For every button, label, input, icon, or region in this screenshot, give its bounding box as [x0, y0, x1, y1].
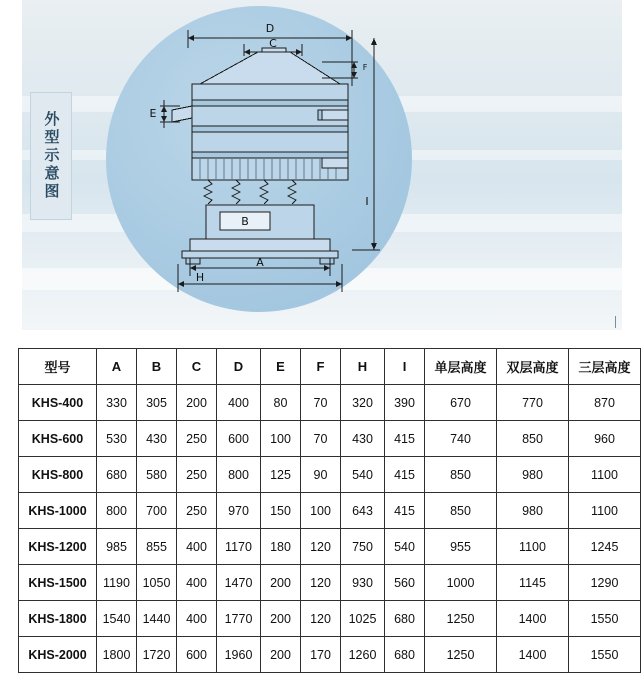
table-cell: 600: [217, 421, 261, 457]
table-header-cell: B: [137, 349, 177, 385]
table-cell: 680: [385, 601, 425, 637]
table-cell: 390: [385, 385, 425, 421]
table-cell: 1960: [217, 637, 261, 673]
table-cell: 1170: [217, 529, 261, 565]
table-header-cell: 三层高度: [569, 349, 641, 385]
table-cell: 540: [341, 457, 385, 493]
table-cell: 643: [341, 493, 385, 529]
table-cell: 1260: [341, 637, 385, 673]
table-cell: 1550: [569, 601, 641, 637]
dim-label-D: D: [265, 22, 275, 35]
table-cell: 680: [385, 637, 425, 673]
table-cell: 770: [497, 385, 569, 421]
table-cell: 1400: [497, 601, 569, 637]
table-header-cell: A: [97, 349, 137, 385]
table-cell: 800: [97, 493, 137, 529]
table-cell: 680: [97, 457, 137, 493]
table-header-cell: F: [301, 349, 341, 385]
table-cell: 1250: [425, 601, 497, 637]
table-cell-model: KHS-2000: [19, 637, 97, 673]
dim-label-E: E: [149, 107, 157, 120]
table-header-cell: I: [385, 349, 425, 385]
table-cell: 1100: [569, 457, 641, 493]
specification-table-container: [18, 348, 631, 673]
table-header-cell: 单层高度: [425, 349, 497, 385]
table-cell: 1050: [137, 565, 177, 601]
table-cell: 740: [425, 421, 497, 457]
table-cell: 1250: [425, 637, 497, 673]
table-cell: 430: [341, 421, 385, 457]
table-cell: 1800: [97, 637, 137, 673]
table-cell: 400: [177, 601, 217, 637]
table-cell: 125: [261, 457, 301, 493]
table-cell-model: KHS-600: [19, 421, 97, 457]
svg-text:B: B: [241, 215, 249, 228]
table-cell: 985: [97, 529, 137, 565]
table-cell: 200: [261, 601, 301, 637]
table-cell: 600: [177, 637, 217, 673]
table-cell: 415: [385, 493, 425, 529]
table-cell: 1470: [217, 565, 261, 601]
table-cell-model: KHS-1200: [19, 529, 97, 565]
table-row: [19, 529, 641, 565]
table-cell: 1440: [137, 601, 177, 637]
table-cell: 1290: [569, 565, 641, 601]
table-cell: 850: [425, 493, 497, 529]
table-cell: 955: [425, 529, 497, 565]
table-cell: 250: [177, 421, 217, 457]
panel-corner-tick: [615, 316, 616, 328]
table-cell: 1550: [569, 637, 641, 673]
table-cell: 1400: [497, 637, 569, 673]
table-header-cell: D: [217, 349, 261, 385]
table-cell-model: KHS-1000: [19, 493, 97, 529]
table-cell: 1000: [425, 565, 497, 601]
table-cell: 670: [425, 385, 497, 421]
table-cell: 170: [301, 637, 341, 673]
table-cell: 120: [301, 529, 341, 565]
table-cell: 250: [177, 457, 217, 493]
table-cell: 700: [137, 493, 177, 529]
table-cell: 100: [301, 493, 341, 529]
table-cell: 850: [425, 457, 497, 493]
table-cell: 415: [385, 421, 425, 457]
table-cell: 540: [385, 529, 425, 565]
table-cell: 970: [217, 493, 261, 529]
table-cell: 1720: [137, 637, 177, 673]
table-cell-model: KHS-400: [19, 385, 97, 421]
table-cell: 320: [341, 385, 385, 421]
table-cell: 960: [569, 421, 641, 457]
table-cell: 400: [177, 529, 217, 565]
table-cell: 415: [385, 457, 425, 493]
table-cell: 80: [261, 385, 301, 421]
table-cell-model: KHS-800: [19, 457, 97, 493]
table-cell: 305: [137, 385, 177, 421]
table-cell: 180: [261, 529, 301, 565]
table-cell: 560: [385, 565, 425, 601]
table-cell: 330: [97, 385, 137, 421]
table-cell: 250: [177, 493, 217, 529]
table-cell: 200: [261, 637, 301, 673]
table-cell: 1025: [341, 601, 385, 637]
table-cell: 100: [261, 421, 301, 457]
table-cell: 70: [301, 421, 341, 457]
table-cell: 90: [301, 457, 341, 493]
table-cell: 1100: [497, 529, 569, 565]
table-header-cell: C: [177, 349, 217, 385]
diagram-caption-label: 外型示意图: [42, 111, 61, 201]
table-cell: 855: [137, 529, 177, 565]
table-cell: 430: [137, 421, 177, 457]
table-header-cell: E: [261, 349, 301, 385]
table-cell: 980: [497, 457, 569, 493]
table-cell: 870: [569, 385, 641, 421]
table-cell: 1245: [569, 529, 641, 565]
dim-label-A: A: [256, 256, 264, 269]
table-cell: 580: [137, 457, 177, 493]
dim-label-H: H: [195, 271, 205, 284]
table-cell: 980: [497, 493, 569, 529]
table-cell-model: KHS-1800: [19, 601, 97, 637]
table-cell: 1770: [217, 601, 261, 637]
dim-label-I: I: [365, 195, 369, 208]
table-cell: 1190: [97, 565, 137, 601]
table-cell: 850: [497, 421, 569, 457]
dim-label-C: C: [269, 37, 277, 50]
table-header-cell: H: [341, 349, 385, 385]
table-cell: 400: [217, 385, 261, 421]
table-cell: 200: [177, 385, 217, 421]
table-cell-model: KHS-1500: [19, 565, 97, 601]
table-cell: 1145: [497, 565, 569, 601]
table-row: [19, 637, 641, 673]
table-cell: 800: [217, 457, 261, 493]
table-cell: 120: [301, 565, 341, 601]
table-header-cell: 型号: [19, 349, 97, 385]
table-header-cell: 双层高度: [497, 349, 569, 385]
table-header-row: [19, 349, 641, 385]
table-cell: 120: [301, 601, 341, 637]
table-cell: 1100: [569, 493, 641, 529]
table-cell: 530: [97, 421, 137, 457]
table-cell: 930: [341, 565, 385, 601]
specification-table: [18, 348, 641, 673]
table-row: [19, 493, 641, 529]
table-row: [19, 565, 641, 601]
table-row: [19, 385, 641, 421]
table-row: [19, 421, 641, 457]
table-cell: 400: [177, 565, 217, 601]
table-cell: 70: [301, 385, 341, 421]
table-row: [19, 457, 641, 493]
table-cell: 1540: [97, 601, 137, 637]
table-cell: 200: [261, 565, 301, 601]
table-row: [19, 601, 641, 637]
table-cell: 150: [261, 493, 301, 529]
diagram-panel: [22, 0, 622, 330]
table-cell: 750: [341, 529, 385, 565]
dim-label-F: F: [362, 63, 368, 72]
sieve-machine-technical-drawing: [22, 0, 622, 330]
